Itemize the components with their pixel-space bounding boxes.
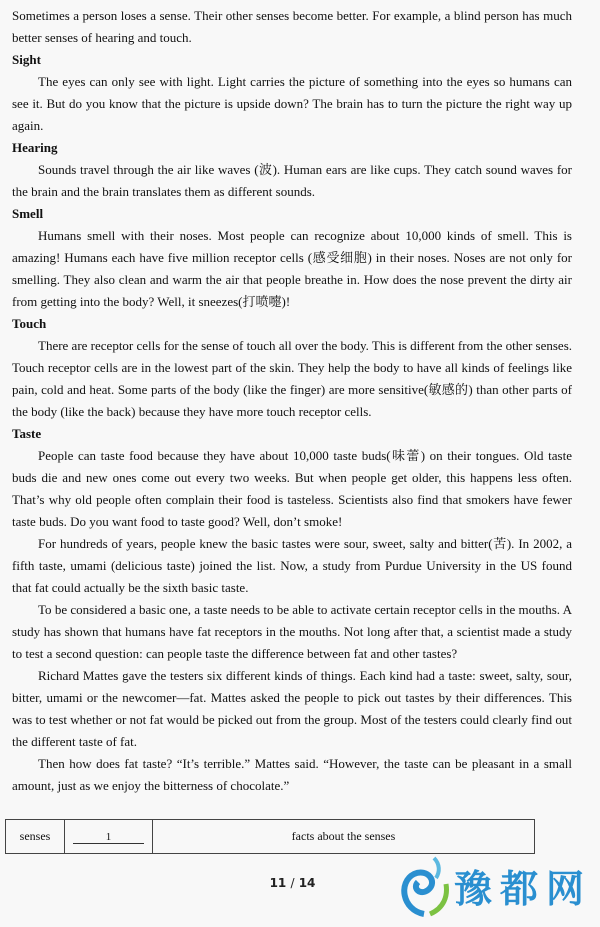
paragraph: There are receptor cells for the sense of touch all over the body. This is different from the other senses. Touch receptor cells are in the lowest part of the skin. They help the body to have all kinds of feelings like pain, cold and heat. Some parts of the body (like the finger) are more sensitive(敏感的) than other parts of the body (like the back) because they have more touch receptor cells. bbox=[12, 338, 573, 419]
swirl-logo-icon bbox=[394, 852, 456, 922]
paragraph: To be considered a basic one, a taste needs to be able to activate certain receptor cells in the mouths. A study has shown that humans have fat receptors in the mouths. Not long after that, a scientist made a study to test a second question: can people taste the difference between fat and other tastes? bbox=[12, 602, 572, 661]
page-sep: / bbox=[290, 876, 295, 890]
page-current: 11 bbox=[269, 876, 287, 890]
logo-text: 豫都网 bbox=[454, 867, 593, 911]
paragraph: Humans smell with their noses. Most people can recognize about 10,000 kinds of smell. This is amazing! Humans each have five million receptor cells (感受细胞) in their noses. Noses are not only for smelling. They also clean and warm the air that people breathe in. How does the nose prevent the dirty air from getting into the body? Well, it sneezes(打喷嚏)! bbox=[12, 228, 572, 309]
paragraph: Richard Mattes gave the testers six different kinds of things. Each kind had a taste: sweet, salty, sour, bitter, umami or the newcomer—fat. Mattes asked the people to pick out tastes by their differences. This was to test whether or not fat would be picked out from the group. Most of the testers could clearly find out the different taste of fat. bbox=[12, 668, 572, 749]
blank-1: 1 bbox=[73, 832, 144, 844]
paragraph: Sometimes a person loses a sense. Their other senses become better. For example, a blind person has much better senses of hearing and touch. bbox=[12, 8, 572, 45]
paragraph: Then how does fat taste? “It’s terrible.” Mattes said. “However, the taste can be pleasant in a small amount, just as we enjoy the bitterness of chocolate.” bbox=[12, 756, 572, 793]
summary-table bbox=[5, 819, 535, 854]
watermark-logo bbox=[394, 852, 600, 922]
paragraph: People can taste food because they have about 10,000 taste buds(味蕾) on their tongues. Old taste buds die and new ones come out every two weeks. But when people get older, this happens less often. That’s why old people often complain their food is tasteless. Scientists also find that smokers have fewer taste buds. Do you want food to taste good? Well, don’t smoke! bbox=[12, 448, 572, 529]
section-heading: Sight bbox=[12, 52, 41, 67]
table-cell-senses: senses bbox=[6, 820, 65, 854]
passage bbox=[12, 5, 572, 797]
section-heading: Touch bbox=[12, 316, 47, 331]
section-heading: Taste bbox=[12, 426, 42, 441]
paragraph: The eyes can only see with light. Light carries the picture of something into the eyes so humans can see it. But do you know that the picture is upside down? The brain has to turn the picture the right way up again. bbox=[12, 74, 572, 133]
section-heading: Hearing bbox=[12, 140, 58, 155]
page-total: 14 bbox=[298, 876, 316, 890]
paragraph: Sounds travel through the air like waves (波). Human ears are like cups. They catch sound waves for the brain and the brain translates them as different sounds. bbox=[12, 162, 572, 199]
table-cell-blank-1 bbox=[65, 820, 153, 854]
table-cell-facts: facts about the senses bbox=[153, 820, 535, 854]
paragraph: For hundreds of years, people knew the basic tastes were sour, sweet, salty and bitter(苦). In 2002, a fifth taste, umami (delicious taste) joined the list. Now, a study from Purdue University in the US found that fat could actually be the sixth basic taste. bbox=[12, 536, 572, 595]
section-heading: Smell bbox=[12, 206, 44, 221]
